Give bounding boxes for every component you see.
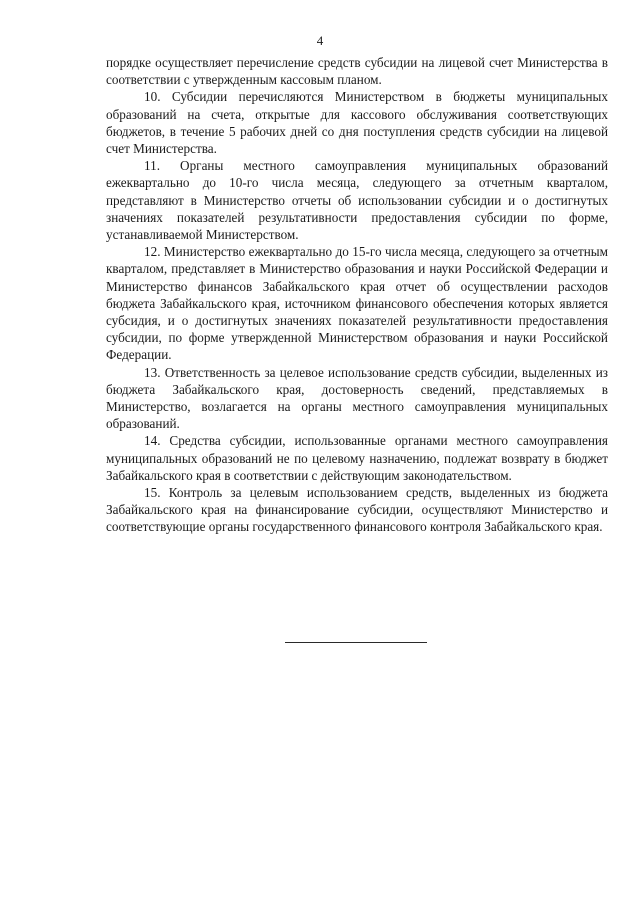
- paragraph-11: 11. Органы местного самоуправления муниципальных образований ежеквартально до 10-го числа месяца, следующего за отчетным кварталом, представляют в Министерство отчеты об использовании субсидии и о достигнутых значениях показателей результативности предоставления субсидии по форме, устанавливаемой Министерством.: [106, 158, 608, 243]
- document-body: [106, 54, 608, 536]
- paragraph-12: 12. Министерство ежеквартально до 15-го числа месяца, следующего за отчетным кварталом, представляет в Министерство образования и науки Российской Федерации и Министерство финансов Забайкальского края отчет об осуществлении расходов бюджета Забайкальского края, источником финансового обеспечения которых является субсидия, и о достигнутых значениях показателей результативности предоставления субсидии, по форме утвержденной Министерством образования и науки Российской Федерации.: [106, 244, 608, 363]
- closing-rule: [285, 642, 427, 643]
- paragraph-14: 14. Средства субсидии, использованные органами местного самоуправления муниципальных образований не по целевому назначению, подлежат возврату в бюджет Забайкальского края в соответствии с действующим законодательством.: [106, 433, 608, 483]
- paragraph-10: 10. Субсидии перечисляются Министерством в бюджеты муниципальных образований на счета, открытые для кассового обслуживания соответствующих бюджетов, в течение 5 рабочих дней со дня поступления средств субсидии на лицевой счет Министерства.: [106, 89, 608, 157]
- page-number: 4: [316, 33, 324, 48]
- paragraph-continuation: порядке осуществляет перечисление средств субсидии на лицевой счет Министерства в соответствии с утвержденным кассовым планом.: [106, 55, 608, 88]
- paragraph-15: 15. Контроль за целевым использованием средств, выделенных из бюджета Забайкальского края на финансирование субсидии, осуществляют Министерство и соответствующие органы государственного финансового контроля Забайкальского края.: [106, 485, 608, 535]
- paragraph-13: 13. Ответственность за целевое использование средств субсидии, выделенных из бюджета Забайкальского края, достоверность сведений, представляемых в Министерство, возлагается на органы местного самоуправления муниципальных образований.: [106, 364, 608, 432]
